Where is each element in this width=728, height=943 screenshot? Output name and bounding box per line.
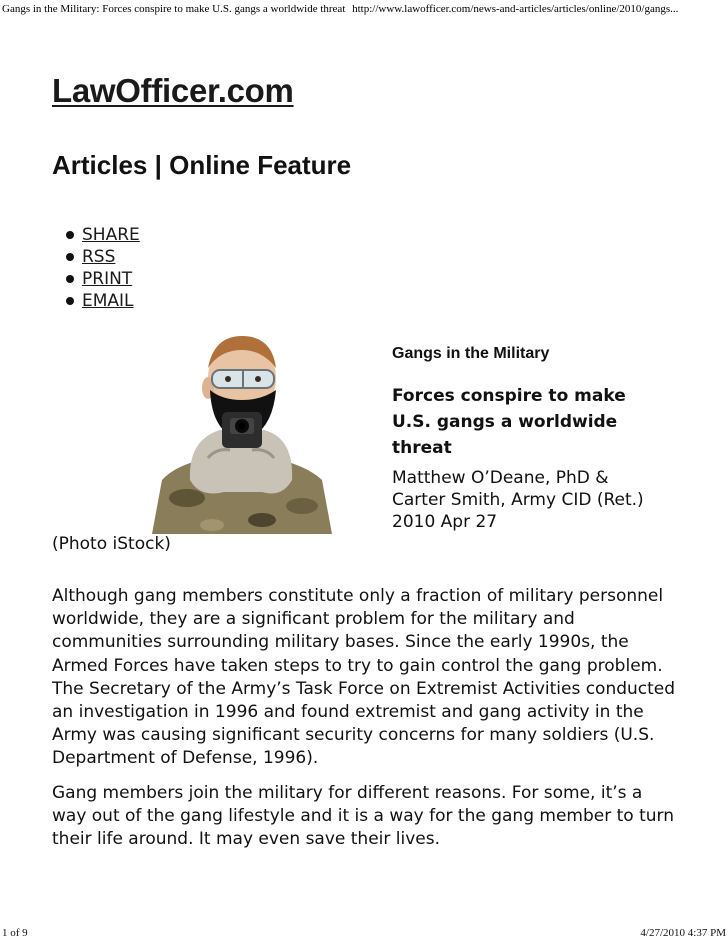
bullet-icon xyxy=(66,231,74,239)
print-header xyxy=(2,0,726,18)
article-actions xyxy=(66,224,140,312)
action-item-rss xyxy=(66,246,140,268)
bullet-icon xyxy=(66,253,74,261)
section-heading: Articles | Online Feature xyxy=(52,150,352,180)
article-headline: Forces conspire to make U.S. gangs a worldwide threat xyxy=(392,386,626,458)
article-paragraph: Although gang members constitute only a fraction of military personnel worldwide, they are a significant problem for the military and communities surrounding military bases. Since the early 1990s, the Armed Forces have taken steps to try to gain control the gang problem. The Secretary of the Army’s Task Force on Extremist Activities conducted an investigation in 1996 and found extremist and gang activity in the Army was causing significant security concerns for many soldiers (U.S. Department of Defense, 1996). xyxy=(52,586,676,769)
bullet-icon xyxy=(66,297,74,305)
rss-link[interactable]: RSS xyxy=(82,247,116,267)
article-date: 2010 Apr 27 xyxy=(392,512,498,532)
article-body xyxy=(52,585,682,862)
article-byline: Matthew O’Deane, PhD & Carter Smith, Army CID (Ret.) xyxy=(392,468,644,510)
article-info-column xyxy=(392,345,692,533)
photo-caption: (Photo iStock) xyxy=(52,534,171,554)
article-kicker: Gangs in the Military xyxy=(392,345,550,362)
email-link[interactable]: EMAIL xyxy=(82,291,134,311)
print-timestamp: 4/27/2010 4:37 PM xyxy=(640,927,726,939)
article-photo xyxy=(112,330,368,534)
bullet-icon xyxy=(66,275,74,283)
print-header-url: http://www.lawofficer.com/news-and-articles/articles/online/2010/gangs... xyxy=(352,3,679,15)
soldier-aiming-pistol-illustration xyxy=(112,330,368,534)
action-item-print xyxy=(66,268,140,290)
action-item-share xyxy=(66,224,140,246)
print-link[interactable]: PRINT xyxy=(82,269,133,289)
action-item-email xyxy=(66,290,140,312)
article-paragraph: Gang members join the military for different reasons. For some, it’s a way out of the gang lifestyle and it is a way for the gang member to turn their life around. It may even save their lives. xyxy=(52,782,674,850)
page-number: 1 of 9 xyxy=(2,927,28,939)
share-link[interactable]: SHARE xyxy=(82,225,140,245)
print-header-title: Gangs in the Military: Forces conspire to make U.S. gangs a worldwide threat xyxy=(2,3,346,15)
print-footer xyxy=(0,925,728,941)
site-logo-link[interactable]: LawOfficer.com xyxy=(52,72,294,109)
